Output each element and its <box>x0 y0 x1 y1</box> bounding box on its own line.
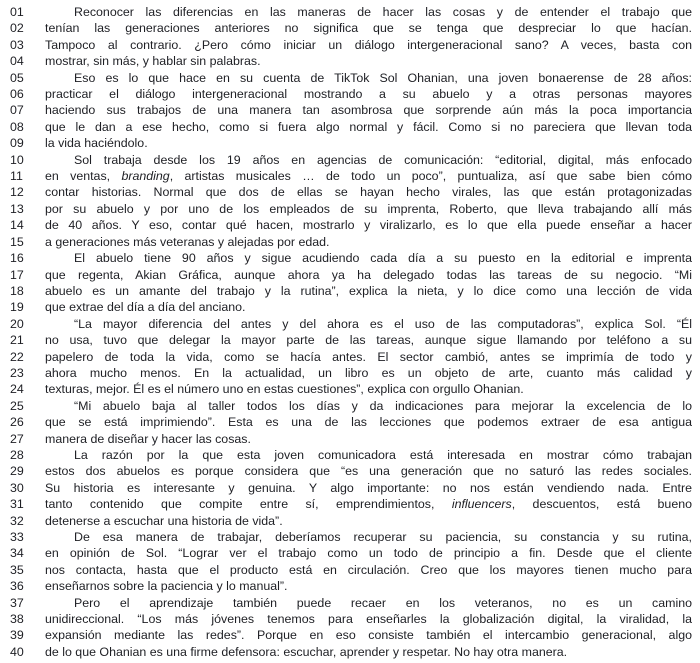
line-text: ahora mucho menos. En la actualidad, un libro es un objeto de arte, cuanto más calidad y <box>45 365 692 380</box>
line-number: 01 <box>10 5 24 19</box>
text-line <box>10 398 692 414</box>
text-line <box>10 447 692 463</box>
text-line <box>10 365 692 381</box>
line-text: De esa manera de trabajar, deberíamos recuperar su paciencia, su constancia y su rutina, <box>74 530 692 544</box>
line-number: 15 <box>10 234 24 249</box>
line-number: 12 <box>10 185 24 200</box>
line-number: 32 <box>10 513 24 528</box>
line-text: Eso es lo que hace en su cuenta de TikTok Sol Ohanian, una joven bonaerense de 28 años: <box>74 70 692 85</box>
line-text: tenían las generaciones anteriores no significa que se tenga que despreciar lo que hacían. <box>45 21 692 36</box>
text-line <box>10 463 692 479</box>
line-text: contar historias. Normal que dos de ellas se hayan hecho virales, las que están protagonizadas <box>45 185 692 200</box>
text-line <box>10 562 692 578</box>
line-number: 36 <box>10 579 24 594</box>
line-number: 34 <box>10 546 24 561</box>
text-line <box>10 168 692 184</box>
line-number: 35 <box>10 562 24 577</box>
text-line <box>10 283 692 299</box>
text-line <box>10 316 692 332</box>
line-number: 02 <box>10 21 24 36</box>
line-text: Tampoco al contrario. ¿Pero cómo iniciar un diálogo intergeneracional sano? A veces, basta con <box>45 37 692 52</box>
line-number: 21 <box>10 333 24 348</box>
line-text: a generaciones más veteranas y alejadas por edad. <box>45 234 330 249</box>
line-number: 09 <box>10 136 24 151</box>
line-text: de lo que Ohanian es una firme defensora: escuchar, aprender y respetar. No hay otra manera. <box>45 644 568 659</box>
line-text: El abuelo tiene 90 años y sigue acudiendo cada día a su puesto en la editorial e imprenta <box>74 251 692 266</box>
line-number: 26 <box>10 415 24 430</box>
text-line <box>10 201 692 217</box>
line-number: 29 <box>10 464 24 479</box>
line-number: 25 <box>10 398 24 413</box>
text-line <box>10 152 692 168</box>
line-number: 38 <box>10 612 24 627</box>
text-line <box>10 381 692 397</box>
text-line <box>10 234 692 250</box>
line-text: en opinión de Sol. “Lograr ver el trabajo como un todo de principio a fin. Desde que el cliente <box>45 546 692 561</box>
line-text: la vida haciéndolo. <box>45 136 148 151</box>
line-number: 19 <box>10 300 24 315</box>
text-line <box>10 611 692 627</box>
line-text: nos contacta, hasta que el producto está en circulación. Creo que los mayores tienen mucho para <box>45 562 692 577</box>
line-text: que extrae del día a día del anciano. <box>45 300 246 315</box>
text-line <box>10 349 692 365</box>
line-text: texturas, mejor. Él es el número uno en estas cuestiones”, explica con orgullo Ohanian. <box>45 382 524 397</box>
line-text: mostrar, sin más, y hablar sin palabras. <box>45 54 261 69</box>
text-line <box>10 414 692 430</box>
text-line <box>10 184 692 200</box>
text-line <box>10 53 692 69</box>
text-line <box>10 627 692 643</box>
line-number: 13 <box>10 201 24 216</box>
text-line <box>10 332 692 348</box>
line-number: 27 <box>10 431 24 446</box>
line-text: Sol trabaja desde los 19 años en agencias de comunicación: “editorial, digital, más enfocado <box>74 152 692 167</box>
line-text: papelero de toda la vida, como se hacía antes. El sector cambió, antes se imprimía de todo y <box>45 349 692 364</box>
line-text: enseñarnos sobre la paciencia y lo manual”. <box>45 579 288 594</box>
line-number: 28 <box>10 447 24 462</box>
text-line <box>10 4 692 20</box>
line-number: 24 <box>10 382 24 397</box>
line-number: 05 <box>10 70 24 85</box>
line-number: 33 <box>10 530 24 544</box>
line-text: tanto contenido que compite entre sí, emprendimientos, influencers, descuentos, está bueno <box>45 497 692 512</box>
line-number: 30 <box>10 480 24 495</box>
line-text: practicar el diálogo intergeneracional mostrando a su abuelo y a otras personas mayores <box>45 87 692 102</box>
line-text: que le dan a ese hecho, como si fuera algo normal y fácil. Como si no pareciera que llevan toda <box>45 119 692 134</box>
line-text: unidireccional. “Los más jóvenes tenemos para enseñarles la globalización digital, la viralidad, la <box>45 612 692 627</box>
text-line <box>10 513 692 529</box>
line-number: 14 <box>10 218 24 233</box>
line-text: “Mi abuelo baja al taller todos los días y da indicaciones para mejorar la excelencia de lo <box>74 398 692 413</box>
line-number: 10 <box>10 152 24 167</box>
line-number: 40 <box>10 644 24 659</box>
text-line <box>10 217 692 233</box>
text-line <box>10 595 692 611</box>
text-line <box>10 20 692 36</box>
line-number: 20 <box>10 316 24 331</box>
text-line <box>10 119 692 135</box>
line-text: que regenta, Akian Gráfica, aunque ahora ya ha delegado todas las tareas de su negocio. “Mi <box>45 267 692 282</box>
line-text: Reconocer las diferencias en las maneras de hacer las cosas y de entender el trabajo que <box>74 5 692 19</box>
line-text: por su abuelo y por uno de los empleados de su imprenta, Roberto, que lleva trabajando allí más <box>45 201 692 216</box>
line-text: La razón por la que esta joven comunicadora está interesada en mostrar cómo trabajan <box>74 447 692 462</box>
line-number: 23 <box>10 365 24 380</box>
line-text: manera de diseñar y hacer las cosas. <box>45 431 251 446</box>
text-line <box>10 644 692 660</box>
line-number: 11 <box>10 169 23 184</box>
line-text: que se está imprimiendo”. Esta es una de las lecciones que podemos extraer de esa antigua <box>45 415 692 430</box>
line-text: en ventas, branding, artistas musicales … de todo un poco”, puntualiza, así que sabe bien cómo <box>45 169 692 184</box>
line-number: 22 <box>10 349 24 364</box>
line-number: 04 <box>10 54 24 69</box>
line-number: 39 <box>10 628 24 643</box>
text-line <box>10 431 692 447</box>
line-number: 03 <box>10 37 24 52</box>
line-text: Pero el aprendizaje también puede recaer en los veteranos, no es un camino <box>74 595 692 610</box>
line-number: 18 <box>10 283 24 298</box>
text-line <box>10 496 692 512</box>
text-line <box>10 578 692 594</box>
text-line <box>10 86 692 102</box>
text-line <box>10 102 692 118</box>
line-number: 37 <box>10 595 24 610</box>
line-text: Su historia es interesante y genuina. Y algo importante: no nos están vendiendo nada. Entre <box>45 480 692 495</box>
line-text: abuelo es un amante del trabajo y la rutina”, explica la nieta, y lo dice como una lección de vida <box>45 283 692 298</box>
line-text: detenerse a escuchar una historia de vida”. <box>45 513 283 528</box>
line-text: de 40 años. Y eso, contar qué hacen, mostrarlo y viralizarlo, es lo que ella puede enseñar a hacer <box>45 218 692 233</box>
text-line <box>10 250 692 266</box>
line-text: estos dos abuelos es porque considera que “es una generación que no saturó las redes sociales. <box>45 464 692 479</box>
line-number: 31 <box>10 497 24 512</box>
line-number: 17 <box>10 267 24 282</box>
line-number: 08 <box>10 119 24 134</box>
text-line <box>10 299 692 315</box>
line-number: 07 <box>10 103 24 118</box>
text-line <box>10 135 692 151</box>
text-line <box>10 70 692 86</box>
text-line <box>10 37 692 53</box>
line-number: 16 <box>10 251 24 266</box>
line-number: 06 <box>10 87 24 102</box>
line-text: expansión mediante las redes”. Porque en eso consiste también el intercambio generacional, algo <box>45 628 692 643</box>
line-text: “La mayor diferencia del antes y del ahora es el uso de las computadoras”, explica Sol. “Él <box>74 316 692 331</box>
text-line <box>10 267 692 283</box>
line-text: no usa, tuvo que delegar la mayor parte de las tareas, aunque sigue llamando por teléfono a su <box>45 333 692 348</box>
text-line <box>10 545 692 561</box>
text-line <box>10 480 692 496</box>
line-text: haciendo sus trabajos de una manera tan asombrosa que sorprende aún más la poca importancia <box>45 103 692 118</box>
text-line <box>10 529 692 545</box>
